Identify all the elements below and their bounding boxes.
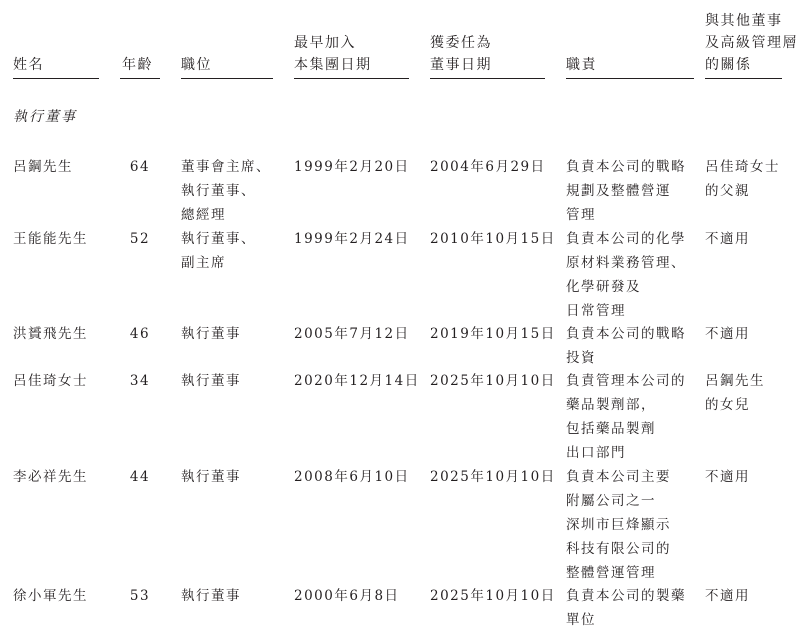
cell-age: 52 — [129, 231, 151, 247]
header-join-date: 最早加入 本集團日期 — [294, 35, 372, 73]
cell-appoint-date: 2025年10月10日 — [430, 469, 556, 485]
cell-position: 執行董事 — [181, 588, 241, 604]
cell-join-date: 2000年6月8日 — [294, 588, 400, 604]
cell-join-date: 2020年12月14日 — [294, 373, 420, 389]
cell-relationship: 呂鋼先生 的女兒 — [705, 373, 765, 413]
cell-name: 呂鋼先生 — [13, 159, 73, 175]
header-position: 職位 — [181, 57, 212, 73]
cell-join-date: 2005年7月12日 — [294, 326, 410, 342]
header-duties: 職責 — [566, 57, 597, 73]
header-rule-relationship — [705, 78, 782, 79]
cell-position: 執行董事 — [181, 326, 241, 342]
header-relationship: 與其他董事 及高級管理層 的關係 — [705, 13, 798, 73]
header-name: 姓名 — [13, 57, 44, 73]
section-title: 執行董事 — [13, 109, 77, 125]
cell-appoint-date: 2025年10月10日 — [430, 588, 556, 604]
cell-appoint-date: 2004年6月29日 — [430, 159, 546, 175]
cell-age: 34 — [129, 373, 151, 389]
header-rule-age — [120, 78, 160, 79]
header-appoint-date: 獲委任為 董事日期 — [430, 35, 492, 73]
cell-relationship: 呂佳琦女士 的父親 — [705, 159, 780, 199]
cell-age: 44 — [129, 469, 151, 485]
cell-relationship: 不適用 — [705, 469, 750, 485]
cell-age: 46 — [129, 326, 151, 342]
cell-appoint-date: 2019年10月15日 — [430, 326, 556, 342]
cell-name: 徐小軍先生 — [13, 588, 88, 604]
cell-join-date: 2008年6月10日 — [294, 469, 410, 485]
header-rule-duties — [566, 78, 694, 79]
cell-appoint-date: 2010年10月15日 — [430, 231, 556, 247]
cell-relationship: 不適用 — [705, 588, 750, 604]
cell-duties: 負責本公司的戰略 投資 — [566, 326, 686, 366]
cell-duties: 負責本公司的製藥 單位 — [566, 588, 686, 628]
cell-join-date: 1999年2月20日 — [294, 159, 410, 175]
cell-relationship: 不適用 — [705, 231, 750, 247]
cell-name: 李必祥先生 — [13, 469, 88, 485]
cell-duties: 負責管理本公司的 藥品製劑部， 包括藥品製劑 出口部門 — [566, 373, 686, 461]
cell-duties: 負責本公司主要 附屬公司之一 深圳市巨烽顯示 科技有限公司的 整體營運管理 — [566, 469, 671, 581]
cell-duties: 負責本公司的戰略 規劃及整體營運 管理 — [566, 159, 686, 223]
cell-age: 64 — [129, 159, 151, 175]
cell-name: 洪贇飛先生 — [13, 326, 88, 342]
header-rule-join-date — [294, 78, 409, 79]
cell-join-date: 1999年2月24日 — [294, 231, 410, 247]
cell-name: 呂佳琦女士 — [13, 373, 88, 389]
cell-age: 53 — [129, 588, 151, 604]
cell-position: 董事會主席、 執行董事、 總經理 — [181, 159, 271, 223]
cell-position: 執行董事 — [181, 373, 241, 389]
header-rule-appoint-date — [430, 78, 545, 79]
cell-position: 執行董事 — [181, 469, 241, 485]
cell-relationship: 不適用 — [705, 326, 750, 342]
cell-position: 執行董事、 副主席 — [181, 231, 256, 271]
header-age: 年齡 — [122, 57, 153, 73]
cell-appoint-date: 2025年10月10日 — [430, 373, 556, 389]
cell-duties: 負責本公司的化學 原材料業務管理、 化學研發及 日常管理 — [566, 231, 686, 319]
header-rule-position — [181, 78, 273, 79]
cell-name: 王能能先生 — [13, 231, 88, 247]
header-rule-name — [13, 78, 99, 79]
